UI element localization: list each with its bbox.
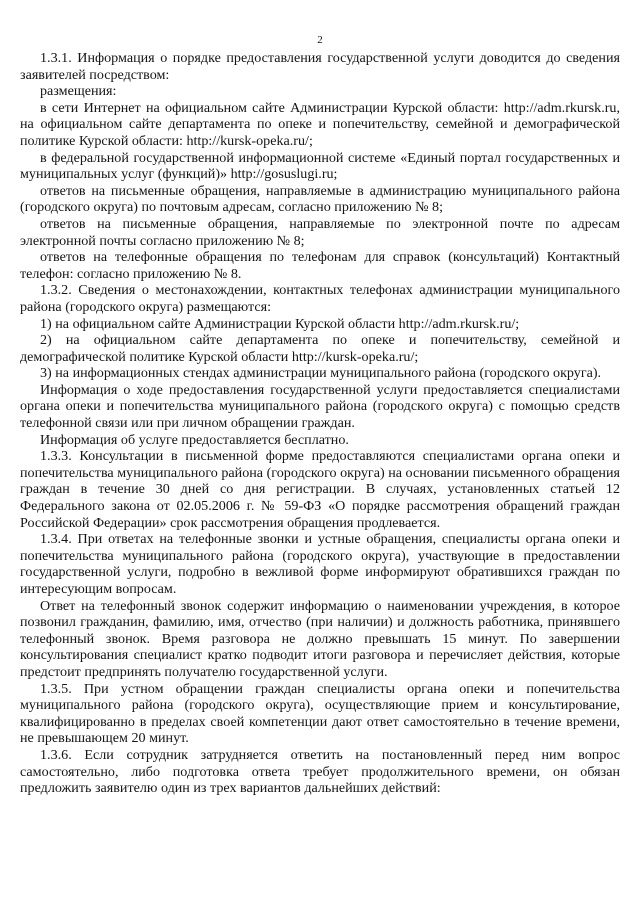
paragraph-phone: ответов на телефонные обращения по телефонам для справок (консультаций) Контактный телефон: согласно приложению № 8.	[20, 249, 620, 282]
paragraph-email: ответов на письменные обращения, направляемые по электронной почте по адресам электронной почты согласно приложению № 8;	[20, 215, 620, 249]
list-item-1: 1) на официальном сайте Администрации Курской области http://adm.rkursk.ru/;	[40, 315, 520, 332]
paragraph-1-3-3: 1.3.3. Консультации в письменной форме предоставляются специалистами органа опеки и попечительства муниципального района (городского округа) на основании письменного обращения граждан в течение 30 дней со дня регистрации. В случаях, установленных статьей 12 Федерального закона от 02.05.2006 г. № 59-ФЗ «О порядке рассмотрения обращений граждан Российской Федерации» срок рассмотрения обращения продлевается.	[20, 448, 620, 531]
paragraph-gosuslugi: в федеральной государственной информационной системе «Единый портал государственных и муниципальных услуг (функций)» http://gosuslugi.ru;	[20, 149, 620, 183]
document-body	[20, 50, 620, 797]
paragraph-1-3-4: 1.3.4. При ответах на телефонные звонки и устные обращения, специалисты органа опеки и попечительства муниципального района (городского округа), участвующие в предоставлении государственной услуги, подробно в вежливой форме информируют обратившихся граждан по интересующим вопросам.	[20, 531, 620, 597]
paragraph-1-3-2: 1.3.2. Сведения о местонахождении, контактных телефонах администрации муниципального района (городского округа) размещаются:	[20, 282, 620, 315]
list-item-2: 2) на официальном сайте департамента по опеке и попечительству, семейной и демографической политике Курской области http://kursk-opeka.ru/;	[20, 332, 620, 365]
paragraph-1-3-1: 1.3.1. Информация о порядке предоставления государственной услуги доводится до сведения заявителей посредством:	[20, 50, 620, 83]
paragraph-placement: размещения:	[40, 83, 117, 100]
paragraph-progress-info: Информация о ходе предоставления государственной услуги предоставляется специалистами органа опеки и попечительства муниципального района (городского округа) с помощью средств телефонной связи или при личном обращении граждан.	[20, 381, 620, 432]
paragraph-free-info: Информация об услуге предоставляется бесплатно.	[40, 431, 349, 448]
paragraph-phone-answer: Ответ на телефонный звонок содержит информацию о наименовании учреждения, в которое позвонил гражданин, фамилию, имя, отчество (при наличии) и должность работника, принявшего телефонный звонок. Время разговора не должно превышать 15 минут. По завершении консультирования специалист кратко подводит итоги разговора и перечисляет действия, которые предстоит предпринять получателю государственной услуги.	[20, 597, 620, 680]
paragraph-1-3-6: 1.3.6. Если сотрудник затрудняется ответить на постановленный перед ним вопрос самостоятельно, либо подготовка ответа требует продолжительного времени, он обязан предложить заявителю один из трех вариантов дальнейших действий:	[20, 746, 620, 797]
list-item-3: 3) на информационных стендах администрации муниципального района (городского округа).	[40, 365, 602, 382]
paragraph-internet: в сети Интернет на официальном сайте Администрации Курской области: http://adm.rkursk.ru, на официальном сайте департамента по опеке и попечительству, семейной и демографической политике Курской области: http://kursk-opeka.ru/;	[20, 99, 620, 149]
page-number: 2	[317, 34, 323, 46]
paragraph-1-3-5: 1.3.5. При устном обращении граждан специалисты органа опеки и попечительства муниципального района (городского округа), осуществляющие прием и консультирование, квалифицированно в пределах своей компетенции дают ответ самостоятельно в течение времени, не превышающем 20 минут.	[20, 680, 620, 747]
paragraph-postal: ответов на письменные обращения, направляемые в администрацию муниципального района (городского округа) по почтовым адресам, согласно приложению № 8;	[20, 182, 620, 216]
document-page	[20, 0, 620, 905]
